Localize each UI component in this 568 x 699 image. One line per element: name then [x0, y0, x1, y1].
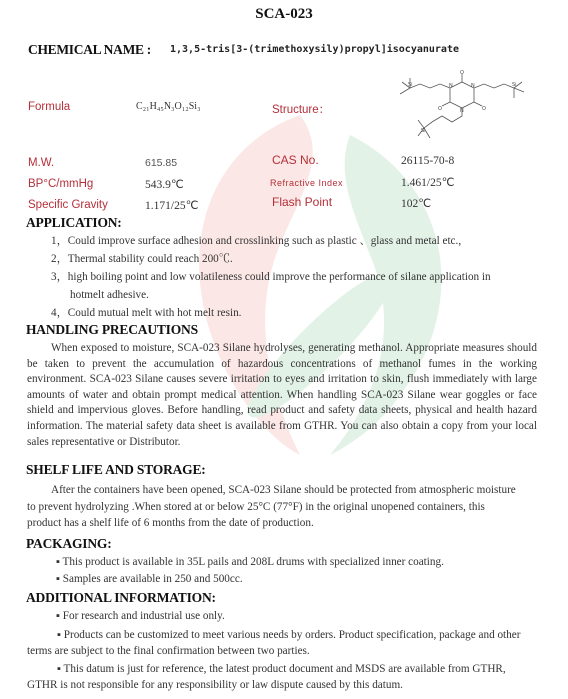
application-item: 4，Could mutual melt with hot melt resin.	[51, 307, 242, 319]
svg-text:O: O	[482, 106, 486, 112]
additional-item: ▪ This datum is just for reference, the latest product document and MSDS are available from GTHR, GTHR is not responsible for any responsibility or law dispute caused by this datum.	[27, 663, 506, 691]
structure-label: Structure：	[272, 104, 331, 116]
flash-point-value: 102℃	[401, 198, 432, 210]
svg-text:Si: Si	[512, 82, 517, 88]
application-item: 1，Could improve surface adhesion and crosslinking such as plastic 、glass and metal etc.,	[51, 235, 462, 247]
document-title: SCA-023	[255, 6, 313, 22]
formula-label: Formula	[28, 101, 71, 113]
svg-text:Si: Si	[421, 128, 426, 134]
additional-item: ▪ Products can be customized to meet various needs by orders. Product specification, package and other terms are subject to the final confirmation between two parties.	[27, 629, 521, 657]
handling-heading: HANDLING PRECAUTIONS	[26, 322, 198, 337]
bp-value: 543.9℃	[145, 179, 184, 191]
shelf-life-heading: SHELF LIFE AND STORAGE:	[26, 462, 206, 477]
chemical-name-value: 1,3,5-tris[3-(trimethoxysily)propyl]isocyanurate	[170, 44, 459, 55]
svg-text:O: O	[460, 70, 464, 76]
specific-gravity-value: 1.171/25℃	[145, 200, 199, 212]
svg-text:N: N	[449, 83, 453, 89]
refractive-index-value: 1.461/25℃	[401, 177, 455, 189]
handling-text: When exposed to moisture, SCA-023 Silane hydrolyses, generating methanol. Appropriate measures should be taken to prevent the accumulation of hazardous concentrations of methanol fumes in the working environment. SCA-023 Silane causes severe irritation to eyes and irritation to skin, flush immediately with large amounts of water and obtain prompt medical attention. When handling SCA-023 Silane wear goggles or face shield and impervious gloves. Before handling, read product and safety data sheets, physical and health hazard information. The material safety data sheet is available from GTHR. You can also obtain a copy from your local sales representative or Distributor.	[27, 342, 537, 448]
cas-label: CAS No.	[272, 153, 319, 167]
formula-value: C₂₁H₄₅N₃O₁₂Si₃	[136, 101, 201, 112]
application-item: hotmelt adhesive.	[70, 289, 149, 301]
additional-heading: ADDITIONAL INFORMATION:	[26, 590, 216, 605]
packaging-item: ▪ Samples are available in 250 and 500cc.	[56, 573, 243, 585]
application-heading: APPLICATION:	[26, 215, 122, 230]
specific-gravity-label: Specific Gravity	[28, 199, 108, 211]
structure-diagram	[378, 70, 538, 152]
cas-value: 26115-70-8	[401, 155, 455, 167]
flash-point-label: Flash Point	[272, 195, 333, 209]
chemical-name-label: CHEMICAL NAME :	[28, 42, 151, 57]
packaging-heading: PACKAGING:	[26, 536, 112, 551]
packaging-item: ▪ This product is available in 35L pails and 208L drums with specialized inner coating.	[56, 556, 444, 568]
svg-text:N: N	[471, 83, 475, 89]
bp-label: BP°C/mmHg	[28, 178, 94, 190]
application-item: 2，Thermal stability could reach 200℃.	[51, 253, 233, 265]
svg-text:O: O	[438, 106, 442, 112]
svg-text:N: N	[460, 108, 464, 114]
refractive-index-label: Refractive Index	[270, 178, 344, 188]
shelf-life-text: After the containers have been opened, SCA-023 Silane should be protected from atmospheric moisture to prevent hydrolyzing .When stored at or below 25°C (77°F) in the original unopened containers, this product has a shelf life of 6 months from the date of production.	[27, 484, 516, 529]
additional-item: ▪ For research and industrial use only.	[56, 610, 225, 622]
application-item: 3，high boiling point and low volatileness could improve the performance of silane application in	[51, 271, 491, 283]
svg-text:Si: Si	[408, 82, 413, 88]
mw-label: M.W.	[28, 157, 55, 169]
mw-value: 615.85	[145, 157, 178, 169]
